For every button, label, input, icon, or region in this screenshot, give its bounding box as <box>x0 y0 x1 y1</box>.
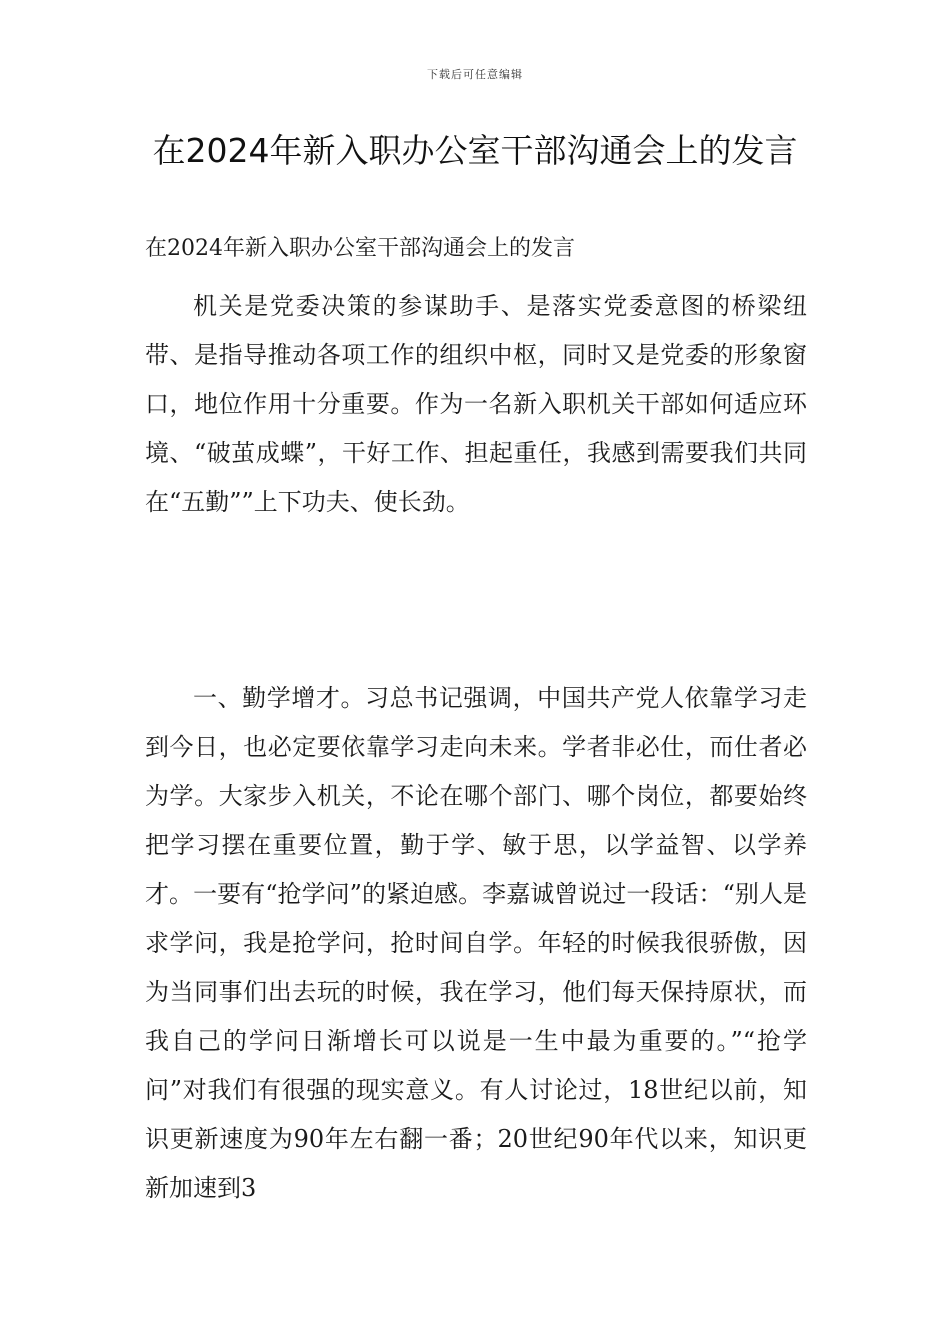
document-subtitle: 在2024年新入职办公室干部沟通会上的发言 <box>145 236 575 261</box>
document-title: 在2024年新入职办公室干部沟通会上的发言 <box>152 131 798 170</box>
paragraph-intro: 机关是党委决策的参谋助手、是落实党委意图的桥梁纽带、是指导推动各项工作的组织中枢，同时又是党委的形象窗口，地位作用十分重要。作为一名新入职机关干部如何适应环境、“破茧成蝶”，干好工作、担起重任，我感到需要我们共同在“五勤””上下功夫、使长劲。 <box>145 292 807 516</box>
paragraph-section-one: 一、勤学增才。习总书记强调，中国共产党人依靠学习走到今日，也必定要依靠学习走向未来。学者非必仕，而仕者必为学。大家步入机关，不论在哪个部门、哪个岗位，都要始终把学习摆在重要位置，勤于学、敏于思，以学益智、以学养才。一要有“抢学问”的紧迫感。李嘉诚曾说过一段话：“别人是求学问，我是抢学问，抢时间自学。年轻的时候我很骄傲，因为当同事们出去玩的时候，我在学习，他们每天保持原状，而我自己的学问日渐增长可以说是一生中最为重要的。”“抢学问”对我们有很强的现实意义。有人讨论过，18世纪以前，知识更新速度为90年左右翻一番；20世纪90年代以来，知识更新加速到3 <box>145 684 807 1202</box>
header-note: 下载后可任意编辑 <box>427 68 523 81</box>
